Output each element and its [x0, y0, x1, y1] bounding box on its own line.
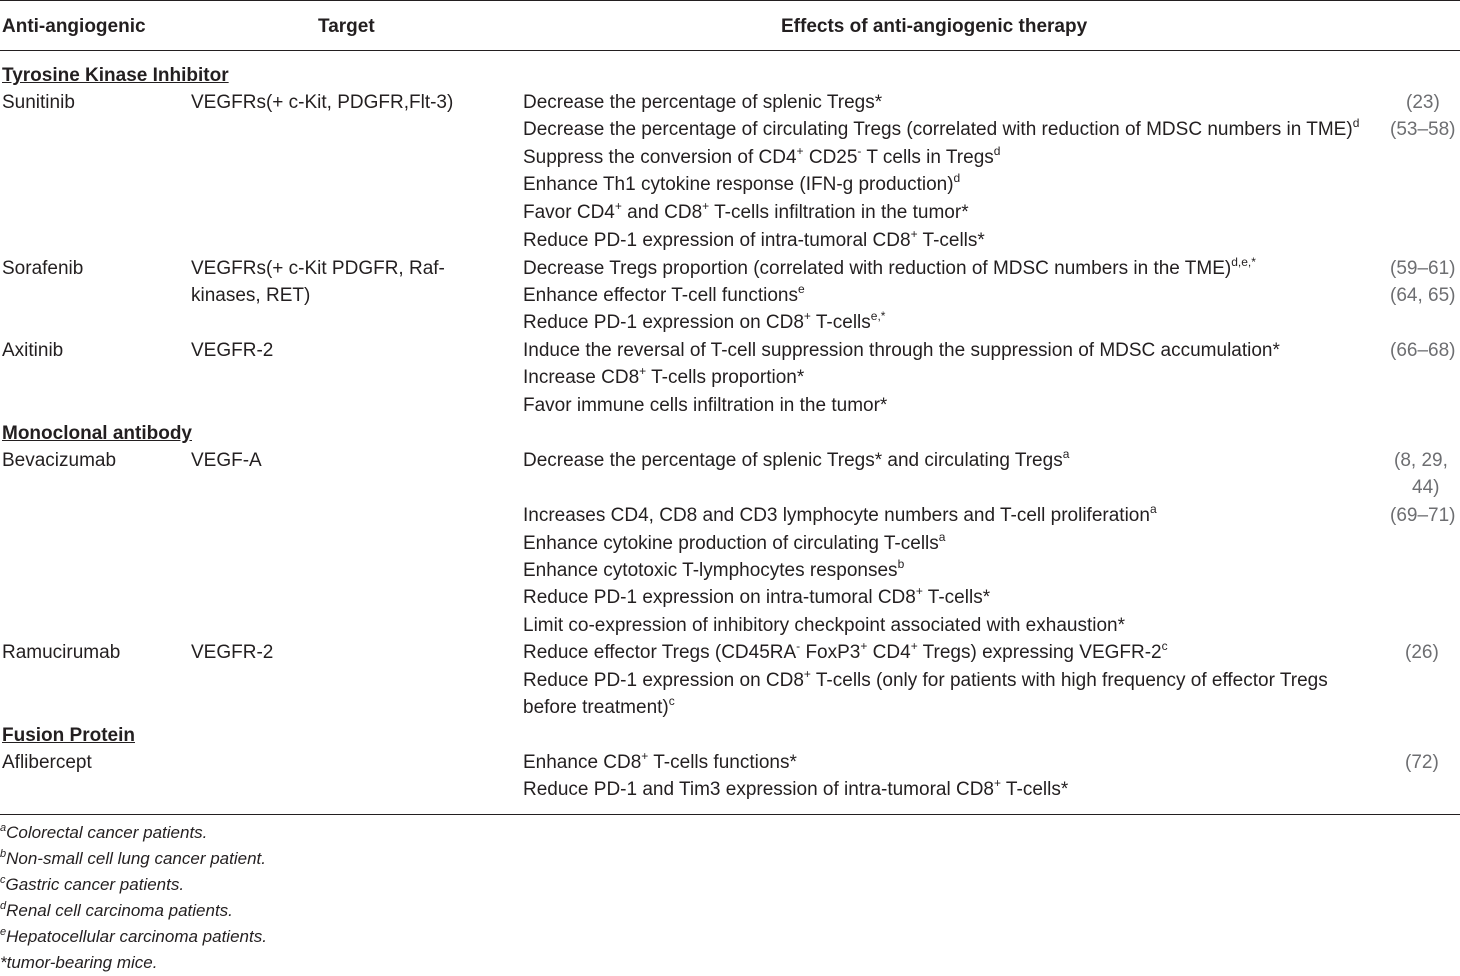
target-sorafenib: VEGFRs(+ c-Kit PDGFR, Raf-: [191, 258, 445, 279]
effect-row-cont: before treatment)$^c$: [523, 694, 675, 718]
effect-row: Enhance cytotoxic T-lymphocytes responses$^b$: [523, 557, 905, 581]
effect-row: Enhance Th1 cytokine response (IFN-g production)$^d$: [523, 171, 961, 195]
effect-row: Favor CD4+ and CD8+ T-cells infiltration in the tumor*: [523, 199, 969, 223]
reference: (69–71): [1390, 505, 1456, 526]
footnote: $^a$Colorectal cancer patients.: [0, 822, 208, 842]
header-effects: Effects of anti-angiogenic therapy: [781, 16, 1088, 37]
effect-row: Reduce PD-1 expression on CD8+ T-cells$^{e,*}$: [523, 309, 886, 333]
footnote: *tumor-bearing mice.: [0, 953, 158, 972]
reference: (72): [1405, 752, 1439, 773]
effect-row: Reduce effector Tregs (CD45RA- FoxP3+ CD4+ Tregs) expressing VEGFR-2$^c$: [523, 639, 1168, 663]
effect-row: Decrease Tregs proportion (correlated with reduction of MDSC numbers in the TME)$^{d,e,*}$: [523, 255, 1256, 279]
reference: (66–68): [1390, 340, 1456, 361]
effect-row: Induce the reversal of T-cell suppression through the suppression of MDSC accumulation*: [523, 340, 1280, 361]
effect-row: Decrease the percentage of circulating Tregs (correlated with reduction of MDSC numbers in TME)$^d$: [523, 116, 1360, 140]
drug-sunitinib: Sunitinib: [2, 92, 75, 113]
header-anti-angiogenic: Anti-angiogenic: [2, 16, 146, 37]
effect-row: Suppress the conversion of CD4+ CD25- T cells in Tregs$^d$: [523, 144, 1001, 168]
target-sorafenib-cont: kinases, RET): [191, 285, 311, 306]
footnote: $^e$Hepatocellular carcinoma patients.: [0, 926, 267, 946]
target-bevacizumab: VEGF-A: [191, 450, 262, 471]
reference-cont: 44): [1412, 477, 1440, 498]
effect-row: Enhance cytokine production of circulating T-cells$^a$: [523, 530, 946, 554]
section-fusion-protein: Fusion Protein: [2, 725, 135, 746]
section-tki: Tyrosine Kinase Inhibitor: [2, 65, 229, 86]
drug-bevacizumab: Bevacizumab: [2, 450, 117, 471]
top-rule: [0, 0, 1460, 1]
section-monoclonal-antibody: Monoclonal antibody: [2, 423, 192, 444]
reference: (26): [1405, 642, 1439, 663]
bottom-rule: [0, 814, 1460, 815]
effect-row: Decrease the percentage of splenic Tregs*: [523, 92, 883, 113]
effect-row: Enhance CD8+ T-cells functions*: [523, 749, 797, 773]
effect-row: Reduce PD-1 expression on CD8+ T-cells (only for patients with high frequency of effector Tregs: [523, 667, 1328, 691]
effect-row: Increase CD8+ T-cells proportion*: [523, 364, 805, 388]
reference: (59–61): [1390, 258, 1456, 279]
header-target: Target: [318, 16, 375, 37]
target-sunitinib: VEGFRs(+ c-Kit, PDGFR,Flt-3): [191, 92, 454, 113]
footnote: $^b$Non-small cell lung cancer patient.: [0, 848, 266, 868]
effect-row: Limit co-expression of inhibitory checkpoint associated with exhaustion*: [523, 615, 1125, 636]
reference: (23): [1406, 92, 1440, 113]
target-axitinib: VEGFR-2: [191, 340, 274, 361]
effect-row: Decrease the percentage of splenic Tregs* and circulating Tregs$^a$: [523, 447, 1070, 471]
effect-row: Enhance effector T-cell functions$^e$: [523, 282, 805, 306]
header-rule: [0, 50, 1460, 51]
drug-aflibercept: Aflibercept: [2, 752, 92, 773]
reference: (8, 29,: [1394, 450, 1448, 471]
effect-row: Reduce PD-1 and Tim3 expression of intra-tumoral CD8+ T-cells*: [523, 776, 1069, 800]
effect-row: Reduce PD-1 expression of intra-tumoral CD8+ T-cells*: [523, 227, 985, 251]
target-ramucirumab: VEGFR-2: [191, 642, 274, 663]
footnote: $^d$Renal cell carcinoma patients.: [0, 900, 233, 920]
footnote: $^c$Gastric cancer patients.: [0, 874, 185, 894]
reference: (53–58): [1390, 119, 1456, 140]
drug-ramucirumab: Ramucirumab: [2, 642, 121, 663]
effect-row: Favor immune cells infiltration in the tumor*: [523, 395, 888, 416]
drug-sorafenib: Sorafenib: [2, 258, 84, 279]
effect-row: Increases CD4, CD8 and CD3 lymphocyte numbers and T-cell proliferation$^a$: [523, 502, 1157, 526]
reference: (64, 65): [1390, 285, 1456, 306]
drug-axitinib: Axitinib: [2, 340, 64, 361]
effect-row: Reduce PD-1 expression on intra-tumoral CD8+ T-cells*: [523, 584, 991, 608]
